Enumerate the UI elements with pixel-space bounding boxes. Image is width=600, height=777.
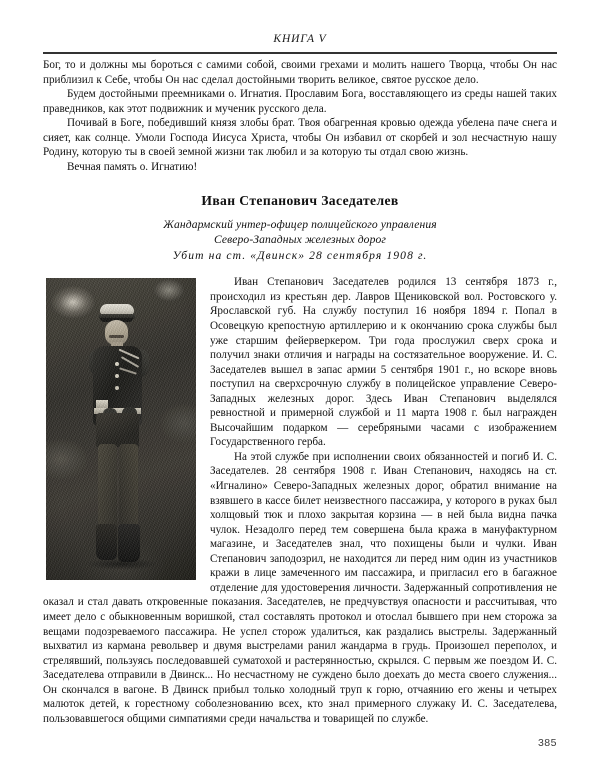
header-divider-rule xyxy=(43,52,557,54)
page-content xyxy=(43,58,557,726)
intro-paragraph-4: Вечная память о. Игнатию! xyxy=(67,160,198,173)
rank-line-2: Северо-Западных железных дорог xyxy=(213,233,386,247)
intro-paragraph-2: Будем достойными преемниками о. Игнатия. Прославим Бога, восставляющего из среды нашей таких праведников, как этот подвижник и мученик русского дела. xyxy=(43,88,557,115)
page-number: 385 xyxy=(537,737,557,749)
intro-paragraph-3: Почивай в Боге, победивший князя злобы брат. Твоя обагренная кровью одежда убелена паче снега и сияет, как солнце. Умоли Господа Иисуса Христа, чтобы Он избавил от скорбей и зол несчастную нашу Родину, которую ты в своей земной жизни так любил и за которую ты отдал свою жизнь. xyxy=(43,117,557,159)
body-paragraph-1: Иван Степанович Заседателев родился 13 сентября 1873 г., происходил из крестьян дер. Лавров Щениковской вол. Ростовского у. Ярославской губ. На службу поступил 16 ноября 1894 г. Попал в Осовецкую крепостную артиллерию и к окончанию срока службы был уже старшим фейерверкером. Три года прослужил сверх срока и получил знаки отличия и награды на состязательное вооружение. И. С. Заседателев вышел в запас армии 5 сентября 1901 г., но вскоре вновь поступил на сверхсрочную службу в полицейское управление Северо-Западных железных дорог. Здесь Иван Степанович выделялся ревностной и примерной службой и 11 марта 1908 г. был награжден Высочайшим подарком — серебряными часами с изображением Государственного герба. xyxy=(210,276,557,449)
photo-vignette-overlay xyxy=(46,278,196,580)
running-header-title: КНИГА V xyxy=(273,33,327,45)
section-title-block xyxy=(43,193,557,262)
body-paragraph-2: На этой службе при исполнении своих обязанностей и погиб И. С. Заседателев. 28 сентября 1908 г. Иван Степанович, находясь на ст. «Игналино» Северо-Западных железных дорог, обратил внимание на взявшего в кассе билет неизвестного пассажира, у которого в руках был холщовый тюк и плохо закрытая корзина — в ней была видна пачка чулок. Незадолго перед тем совершена была кража в мануфактурном магазине, и Заседателев знал, что похищены были и чулки. Иван Степанович заподозрил, не находится ли перед ним один из участников кражи в лице замеченного им пассажира, и пригласил его в багажное отделение для удостоверения личности. Задержанный сопротивления не оказал и стал давать откровенные показания. Заседателев, не предчувствуя опасности и рассчитывая, что имеет дело с обыкновенным воришкой, стал составлять протокол и отослал бывшего при нем сторожа за вещами подозреваемого пассажира. Не успел сторож удалиться, как раздались выстрелы. Задержанный выхватил из кармана револьвер и двумя выстрелами ранил жандарма в грудь. Произошел переполох, и стрелявший, пользуясь последовавшей суматохой и растерянностью, скрылся. С первым же поездом И. С. Заседателева отправили в Двинск... Но несчастному не суждено было доехать до места своего служения... Он скончался в вагоне. В Двинск прибыл только холодный труп к горю, отчаянию его жены и четырех малюток детей, к горестному соболезнованию всех, кто знал примерного служаку И. С. Заседателева, пользовавшегося общими симпатиями среди начальства и товарищей по службе. xyxy=(43,450,557,725)
killed-in-action-line: Убит на ст. «Двинск» 28 сентября 1908 г. xyxy=(172,249,428,263)
rank-line-1: Жандармский унтер-офицер полицейского управления xyxy=(163,218,437,232)
portrait-photograph xyxy=(46,278,196,580)
intro-paragraph-1: Бог, то и должны мы бороться с самими собой, своими грехами и молить нашего Творца, чтобы Он нас приблизил к Себе, чтобы Он нас сделал достойными творить великое, святое русское дело. xyxy=(43,59,557,86)
person-name-heading: Иван Степанович Заседателев xyxy=(201,193,399,209)
